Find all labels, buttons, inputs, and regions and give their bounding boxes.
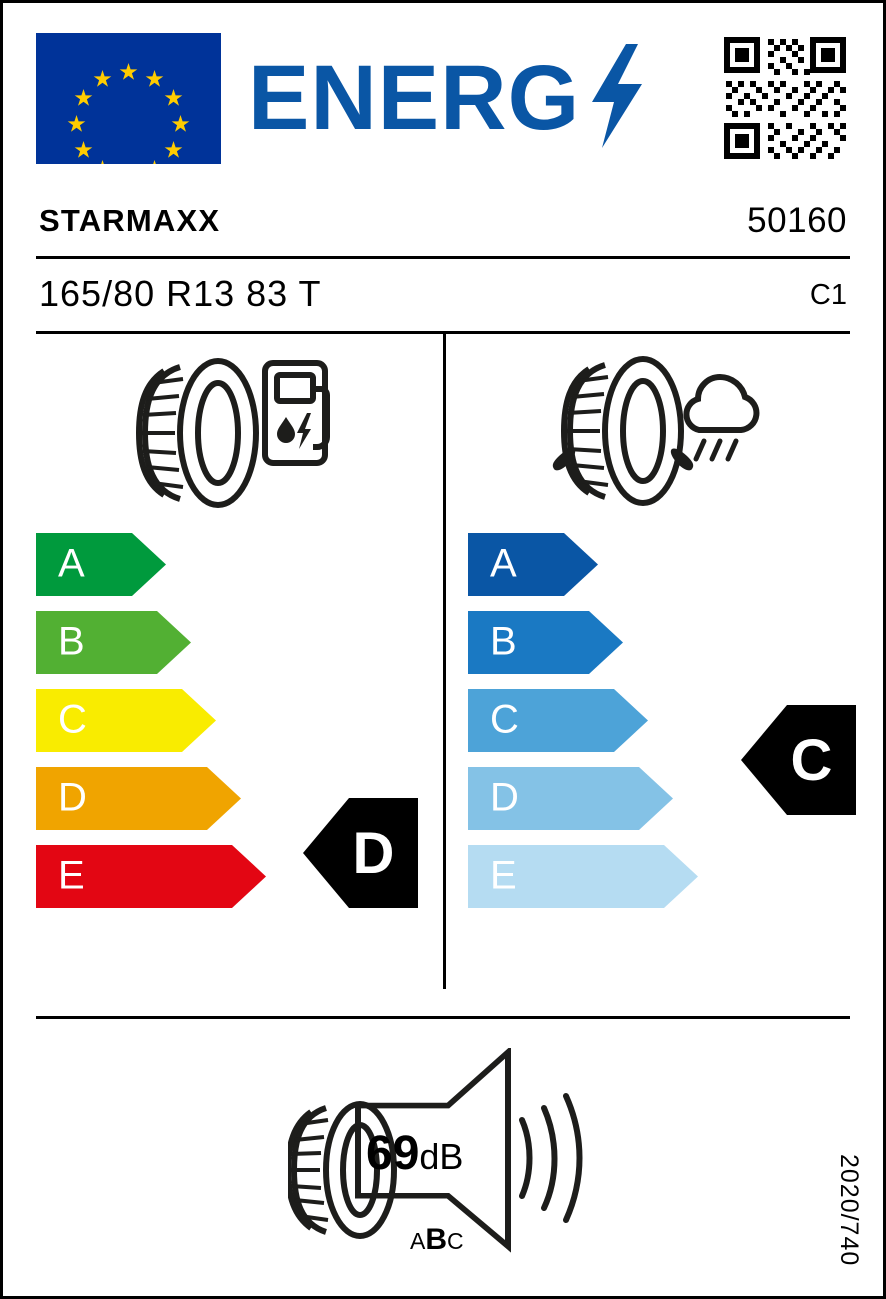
fuel-rating-letter: D: [352, 820, 395, 886]
wet-grade-c: [468, 689, 648, 752]
noise-class-b: B: [425, 1223, 448, 1256]
tyre-rain-cloud-icon: [538, 353, 768, 518]
fuel-grade-c: [36, 689, 216, 752]
energy-wordmark: [248, 43, 646, 153]
lightning-bolt-icon: [586, 44, 646, 153]
wet-grade-e: [468, 845, 698, 908]
fuel-grade-letter: D: [58, 775, 87, 820]
fuel-grade-letter: A: [58, 541, 85, 586]
energy-text: ENERG: [248, 47, 581, 149]
noise-unit: dB: [419, 1136, 464, 1177]
wet-grade-letter: D: [490, 775, 519, 820]
wet-grade-a: [468, 533, 598, 596]
noise-value-number: 69: [366, 1127, 420, 1180]
noise-value: [366, 1126, 463, 1181]
fuel-rating-marker: [303, 798, 418, 908]
fuel-grade-e: [36, 845, 266, 908]
wet-grade-b: [468, 611, 623, 674]
tyre-class: C1: [809, 279, 847, 311]
wet-rating-letter: C: [790, 727, 833, 793]
fuel-grade-letter: E: [58, 853, 85, 898]
wet-grade-letter: C: [490, 697, 519, 742]
wet-grade-letter: A: [490, 541, 517, 586]
wet-grade-d: [468, 767, 673, 830]
regulation-number: 2020/740: [835, 1153, 863, 1266]
noise-class-c: C: [447, 1228, 464, 1254]
eu-flag-icon: [36, 33, 221, 164]
fuel-grade-a: [36, 533, 166, 596]
fuel-grade-d: [36, 767, 241, 830]
model-code: 50160: [747, 201, 847, 240]
fuel-grade-letter: B: [58, 619, 85, 664]
divider-noise: [36, 1016, 850, 1019]
noise-class-a: A: [410, 1228, 426, 1254]
divider-top: [36, 256, 850, 259]
wet-grip-scale: [468, 533, 698, 923]
tyre-fuel-pump-icon: [123, 353, 333, 518]
fuel-efficiency-scale: [36, 533, 266, 923]
divider-vertical: [443, 334, 446, 989]
brand-name: STARMAXX: [39, 203, 221, 238]
fuel-grade-letter: C: [58, 697, 87, 742]
wet-grade-letter: E: [490, 853, 517, 898]
qr-code-icon: [720, 33, 850, 163]
fuel-grade-b: [36, 611, 191, 674]
tyre-speaker-icon: [288, 1048, 588, 1263]
noise-class-row: [410, 1223, 464, 1257]
wet-rating-marker: [741, 705, 856, 815]
tyre-size: 165/80 R13 83 T: [39, 273, 322, 314]
wet-grade-letter: B: [490, 619, 517, 664]
